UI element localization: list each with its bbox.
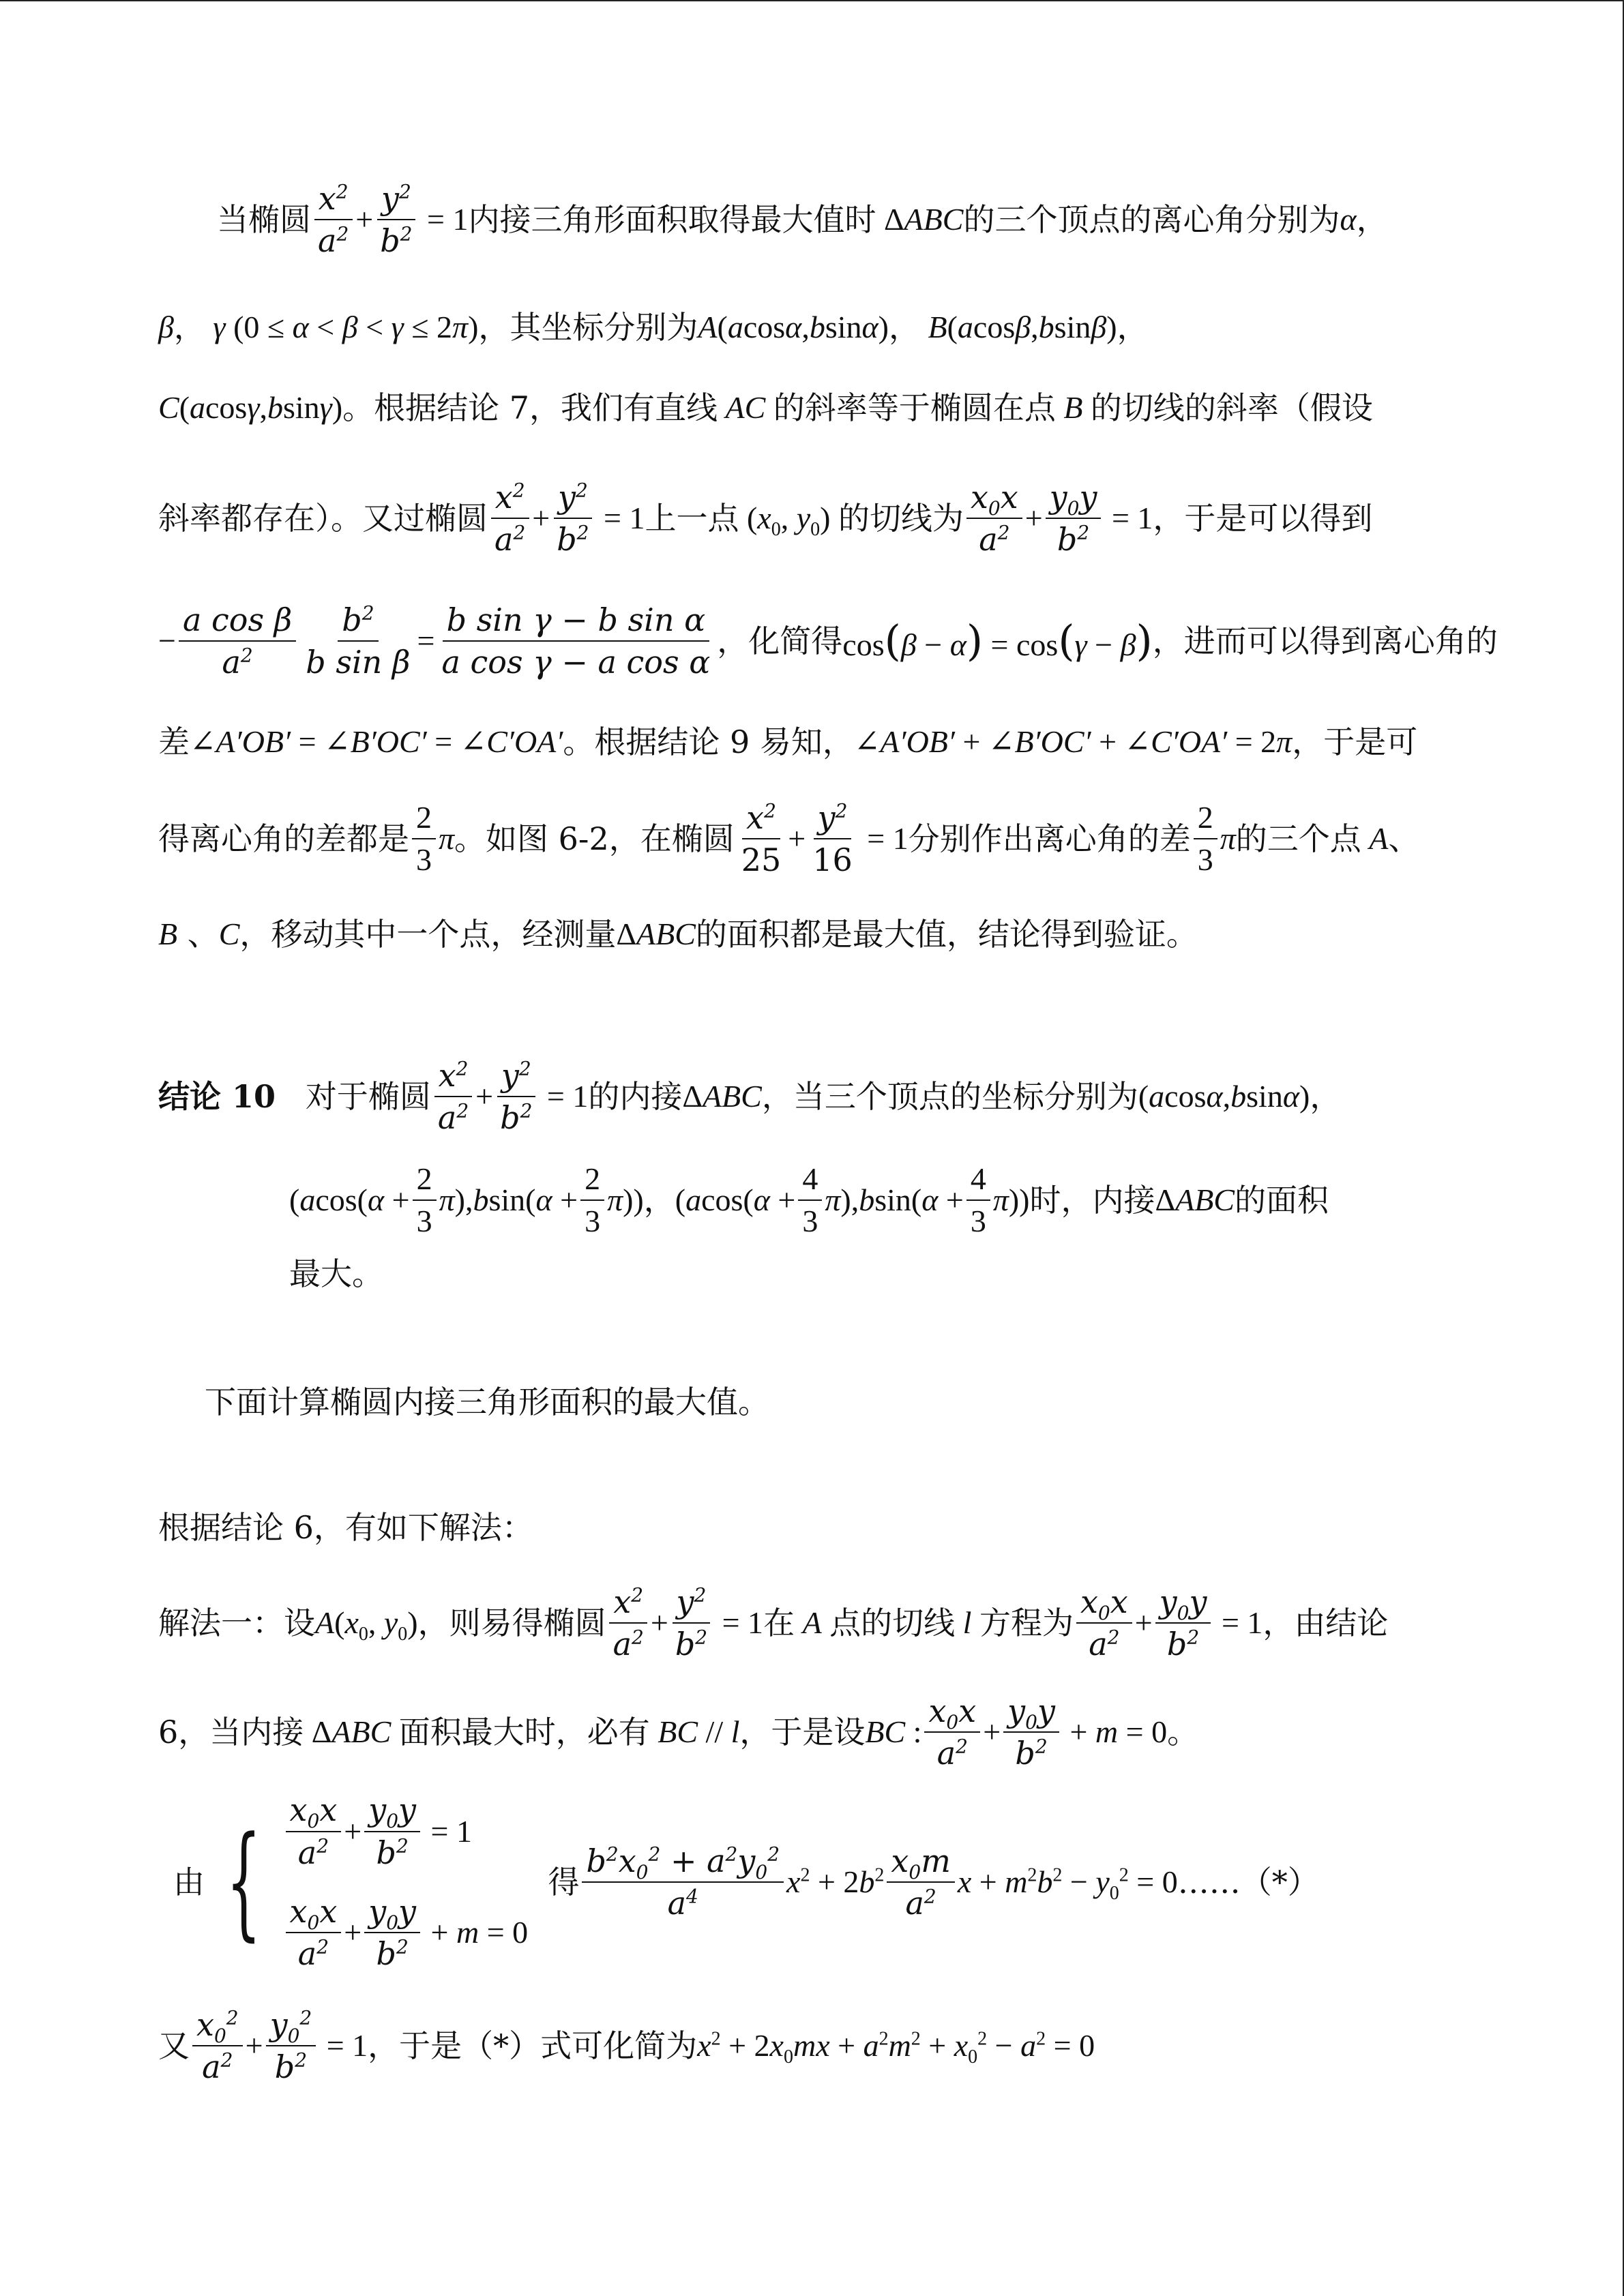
fraction: $\frac{x_0x}{a^2}$ <box>924 1695 980 1770</box>
text: 对于椭圆 <box>305 1078 431 1115</box>
fraction: $\frac{4}{3}$ <box>966 1163 990 1238</box>
text: 的面积都是最大值，结论得到验证。 <box>695 916 1198 953</box>
equation-system: 由 { $\frac{x_0x}{a^2}$ + $\frac{y_0y}{b^2}$ = 1 $\frac{x_0x}{a^2}$ + $\frac{y_0y}{b^2}$ + m = 0 得 $\frac{b^2x_0^2 + a^2y_0^2}{a^4}$ $x^2 + 2b^2$ $\frac{x_0m}{a^2}$ $x + m^2b^2 - y_0^2 = 0$ ……（*） <box>173 1791 1319 1973</box>
fraction: $\frac{\text{a cos β}}{a^2}$ <box>179 603 296 679</box>
text: 根据结论 6，有如下解法： <box>158 1509 533 1546</box>
text: 上一点 <box>645 500 739 537</box>
system-rows: $\frac{x_0x}{a^2}$ + $\frac{y_0y}{b^2}$ = 1 $\frac{x_0x}{a^2}$ + $\frac{y_0y}{b^2}$ + m = 0 <box>283 1793 529 1970</box>
fraction: $\frac{y^2}{b^2}$ <box>496 1059 536 1135</box>
conclusion-label: 结论 10 <box>158 1078 276 1115</box>
fraction: $\frac{y_0y}{b^2}$ <box>1046 481 1102 556</box>
fraction: $\frac{y^2}{b^2}$ <box>552 481 593 556</box>
text: 的斜率等于椭圆在点 <box>773 389 1056 426</box>
text: 。根据结论 9 易知， <box>563 724 854 760</box>
para1-line3: C(acosγ,bsinγ) 。根据结论 7，我们有直线 AC 的斜率等于椭圆在点 B 的切线的斜率（假设 <box>158 389 1373 426</box>
text: ，其坐标分别为 <box>478 309 698 346</box>
conclusion10-line1: 结论 10 对于椭圆 $\frac{x^2}{a^2}$ + $\frac{y^2}{b^2}$ = 1 的内接 ΔABC ，当三个顶点的坐标分别为 (acosα,bsinα) ， <box>158 1056 1342 1136</box>
fraction: $\frac{y^2}{16}$ <box>812 799 853 878</box>
fraction: $\frac{y_0^2}{b^2}$ <box>266 2008 316 2084</box>
text: 6，当内接 <box>158 1714 304 1750</box>
conclusion10-line2: (acos(α + $\frac{2}{3}$ π),bsin(α + $\frac{2}{3}$ π)) ， (acos(α + $\frac{4}{3}$ π),bsin(α + $\frac{4}{3}$ π)) 时，内接 ΔABC 的面积 <box>289 1161 1329 1238</box>
fraction: $\frac{4}{3}$ <box>798 1163 822 1238</box>
text: 解法一：设 <box>158 1605 315 1641</box>
para1-line6: 差 ∠A′OB′ = ∠B′OC′ = ∠C′OA′ 。根据结论 9 易知， ∠A′OB′ + ∠B′OC′ + ∠C′OA′ = 2π ，于是可 <box>158 724 1418 760</box>
fraction: $\frac{x_0x}{a^2}$ <box>286 1793 342 1869</box>
text: 差 <box>158 724 190 760</box>
text: 时，内接 <box>1029 1182 1155 1219</box>
last-line: 又 $\frac{x_0^2}{a^2}$ + $\frac{y_0^2}{b^2}$ = 1 ，于是（*）式可化简为 $x^2 + 2x_0mx + a^2m^2 + x_0^2 - a^2 = 0$ <box>158 2006 1095 2085</box>
text: 。如图 6-2，在椭圆 <box>454 820 735 857</box>
text: 得 <box>548 1864 580 1900</box>
text: 方程为 <box>979 1605 1074 1641</box>
text: 得离心角的差都是 <box>158 820 409 857</box>
para1-line5: − $\frac{\text{a cos β}}{a^2}$ $\frac{b^2}{\text{b sin β}}$ = $\frac{\text{b sin γ − b sin α}}{\text{a cos γ − a cos α}}$ ，化简得 cos(β − α) = cos(γ − β) ，进而可以得到离心角的 <box>158 601 1498 681</box>
text: 由 <box>173 1864 205 1900</box>
text: ，移动其中一个点，经测量 <box>239 916 617 953</box>
fraction: $\frac{y_0y}{b^2}$ <box>364 1793 420 1869</box>
text: ，化简得 <box>717 623 843 659</box>
text: 在 <box>763 1605 795 1641</box>
fraction: $\frac{x^2}{a^2}$ <box>490 481 529 556</box>
text: ，于是可以得到 <box>1153 500 1373 537</box>
fraction: $\frac{2}{3}$ <box>412 801 436 877</box>
fraction: $\frac{x_0x}{a^2}$ <box>1076 1585 1132 1661</box>
para3 <box>158 1508 533 1547</box>
fraction: $\frac{y^2}{b^2}$ <box>376 182 416 258</box>
text: ，于是可 <box>1292 724 1418 760</box>
solution1-line1: 解法一：设 $A(x_0$, $y_0$) ，则易得椭圆 $\frac{x^2}{a^2}$ + $\frac{y^2}{b^2}$ = 1 在 A 点的切线 l 方程为 $\frac{x_0x}{a^2}$ + $\frac{y_0y}{b^2}$ = 1 ，由结论 <box>158 1583 1389 1663</box>
text: 的面积 <box>1234 1182 1329 1219</box>
text: 点的切线 <box>829 1605 956 1641</box>
fraction: $\frac{2}{3}$ <box>580 1163 604 1238</box>
fraction: $\frac{x_0x}{a^2}$ <box>966 481 1022 556</box>
text: 的三个顶点的离心角分别为 <box>963 201 1340 238</box>
fraction: $\frac{2}{3}$ <box>1194 801 1217 877</box>
text: ，由结论 <box>1263 1605 1389 1641</box>
fraction: $\frac{y_0y}{b^2}$ <box>1003 1695 1059 1770</box>
text: 的切线为 <box>838 500 964 537</box>
text: 分别作出离心角的差 <box>908 820 1191 857</box>
text: ，于是（*）式可化简为 <box>368 2027 698 2064</box>
text: ，于是设 <box>739 1714 866 1750</box>
left-brace: { <box>226 1810 262 1953</box>
fraction: $\frac{y^2}{b^2}$ <box>671 1585 711 1661</box>
para1-line1: 当椭圆 $\frac{x^2}{a^2}$ + $\frac{y^2}{b^2}$ = 1 内接三角形面积取得最大值时 Δ ABC 的三个顶点的离心角分别为 α ， <box>217 179 1388 259</box>
text: 的三个点 <box>1235 820 1361 857</box>
solution1-line2: 6，当内接 ΔABC 面积最大时，必有 BC // l ，于是设 BC : $\frac{x_0x}{a^2}$ + $\frac{y_0y}{b^2}$ + m = 0 。 <box>158 1692 1199 1772</box>
text: 。根据结论 7，我们有直线 <box>342 389 718 426</box>
fraction: $\frac{x_0m}{a^2}$ <box>887 1845 954 1920</box>
fraction: $\frac{y_0y}{b^2}$ <box>364 1895 420 1971</box>
text: ……（*） <box>1177 1864 1319 1900</box>
text: 的切线的斜率（假设 <box>1090 389 1373 426</box>
para1-line2: β ， γ (0 ≤ α < β < γ ≤ 2π) ，其坐标分别为 A(acosα,bsinα) ， B(acosβ,bsinβ) ， <box>158 309 1149 346</box>
text: 下面计算椭圆内接三角形面积的最大值。 <box>205 1384 769 1420</box>
fraction: $\frac{x^2}{a^2}$ <box>609 1585 648 1661</box>
fraction: $\frac{2}{3}$ <box>413 1163 437 1238</box>
fraction: $\frac{x^2}{a^2}$ <box>314 182 353 258</box>
text: 当椭圆 <box>217 201 311 238</box>
text: 斜率都存在）。又过椭圆 <box>158 500 488 537</box>
conclusion10-line3 <box>289 1255 383 1293</box>
fraction: $\frac{b^2x_0^2 + a^2y_0^2}{a^4}$ <box>582 1845 784 1920</box>
para1-line4: 斜率都存在）。又过椭圆 $\frac{x^2}{a^2}$ + $\frac{y^2}{b^2}$ = 1 上一点 ($x_0$, $y_0$) 的切线为 $\frac{x_0x}{a^2}$ + $\frac{y_0y}{b^2}$ = 1 ，于是可以得到 <box>158 478 1373 558</box>
fraction: $\frac{x^2}{25}$ <box>741 799 782 878</box>
fraction: $\frac{x_0x}{a^2}$ <box>286 1895 342 1971</box>
fraction: $\frac{b^2}{\text{b sin β}}$ <box>306 601 411 681</box>
text: 又 <box>158 2027 190 2064</box>
fraction: $\frac{\text{b sin γ − b sin α}}{\text{a cos γ − a cos α}}$ <box>441 601 711 681</box>
para2 <box>205 1383 769 1421</box>
text: ，当三个顶点的坐标分别为 <box>761 1078 1138 1115</box>
text: 。 <box>1167 1714 1199 1750</box>
text: 的内接 <box>588 1078 683 1115</box>
para1-line7: 得离心角的差都是 $\frac{2}{3}$ π 。如图 6-2，在椭圆 $\frac{x^2}{25}$ + $\frac{y^2}{16}$ = 1 分别作出离心角的差 $\frac{2}{3}$ π 的三个点 A 、 <box>158 799 1420 878</box>
fraction: $\frac{y_0y}{b^2}$ <box>1155 1585 1211 1661</box>
text: ，则易得椭圆 <box>417 1605 606 1641</box>
para1-line8: B 、 C ，移动其中一个点，经测量 ΔABC 的面积都是最大值，结论得到验证。 <box>158 916 1198 953</box>
text: ，进而可以得到离心角的 <box>1152 623 1498 659</box>
fraction: $\frac{x_0^2}{a^2}$ <box>192 2008 243 2084</box>
text: 面积最大时，必有 <box>398 1714 650 1750</box>
text: 内接三角形面积取得最大值时 <box>468 201 876 238</box>
text: 最大。 <box>289 1255 383 1292</box>
fraction: $\frac{x^2}{a^2}$ <box>434 1059 473 1135</box>
